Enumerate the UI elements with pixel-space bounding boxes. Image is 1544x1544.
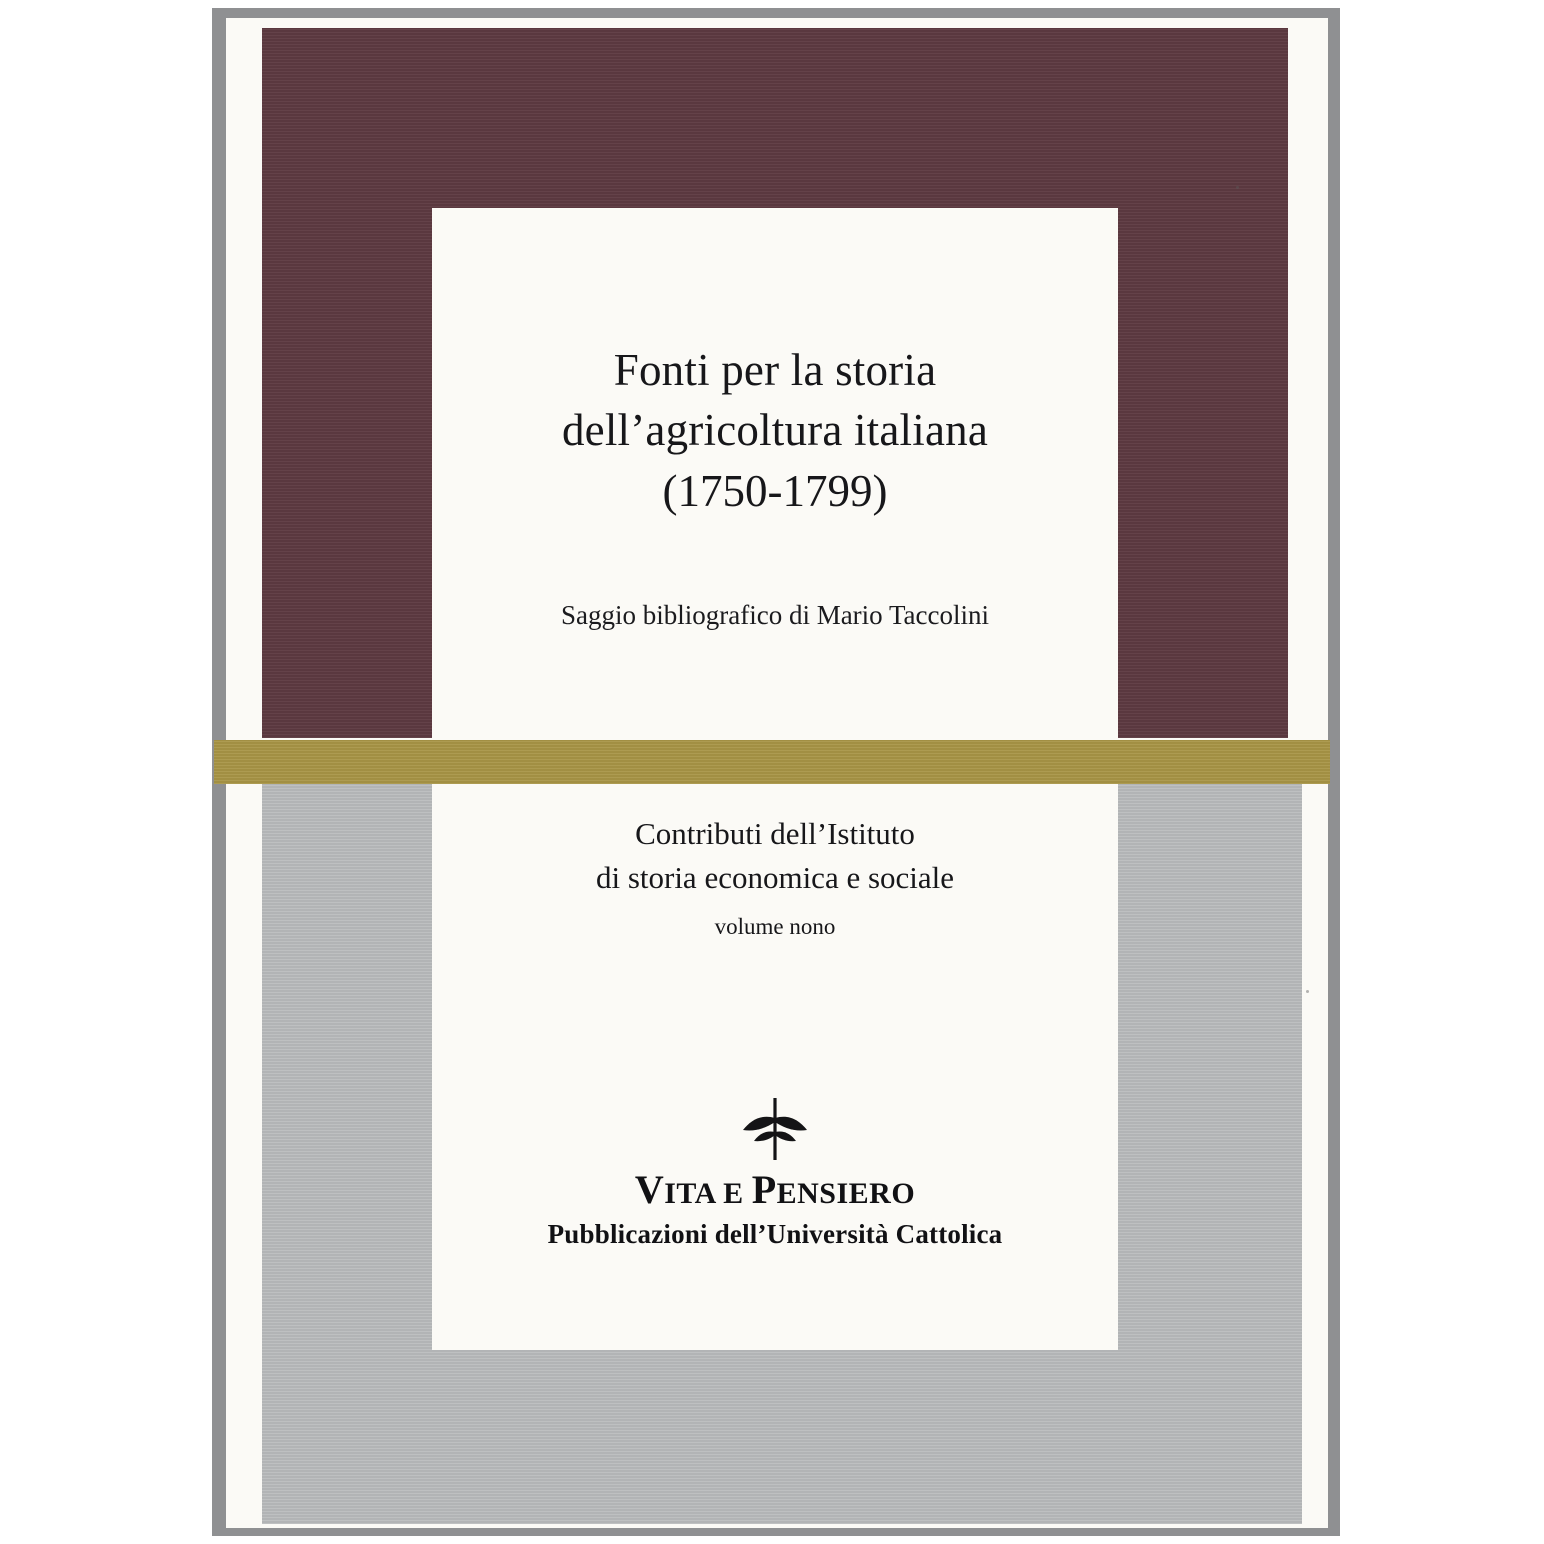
publisher-subtitle: Pubblicazioni dell’Università Cattolica	[547, 1219, 1003, 1249]
title-line-2: dell’agricoltura italiana	[561, 405, 989, 455]
publisher-block	[432, 1096, 1118, 1250]
publisher-name-ita: ITA	[664, 1177, 716, 1210]
publisher-name-e: E	[715, 1177, 752, 1210]
series-volume-number: volume nono	[714, 914, 836, 939]
series-line-1: Contributi dell’Istituto	[635, 816, 915, 851]
gold-color-band	[214, 740, 1330, 784]
series-line-2: di storia economica e sociale	[595, 860, 955, 895]
publisher-name-p: P	[751, 1167, 777, 1212]
publisher-name	[432, 1166, 1118, 1213]
series-info	[432, 812, 1118, 940]
publisher-name-v: V	[634, 1167, 665, 1212]
paper-speck	[1306, 990, 1309, 993]
book-title	[432, 340, 1118, 522]
title-line-1: Fonti per la storia	[613, 345, 937, 395]
vita-e-pensiero-leaf-mark-icon	[432, 1096, 1118, 1162]
publisher-name-ensiero: ENSIERO	[776, 1177, 916, 1210]
paper-speck	[1236, 186, 1239, 189]
title-year-range: (1750-1799)	[662, 466, 888, 516]
book-subtitle: Saggio bibliografico di Mario Taccolini	[560, 600, 990, 630]
